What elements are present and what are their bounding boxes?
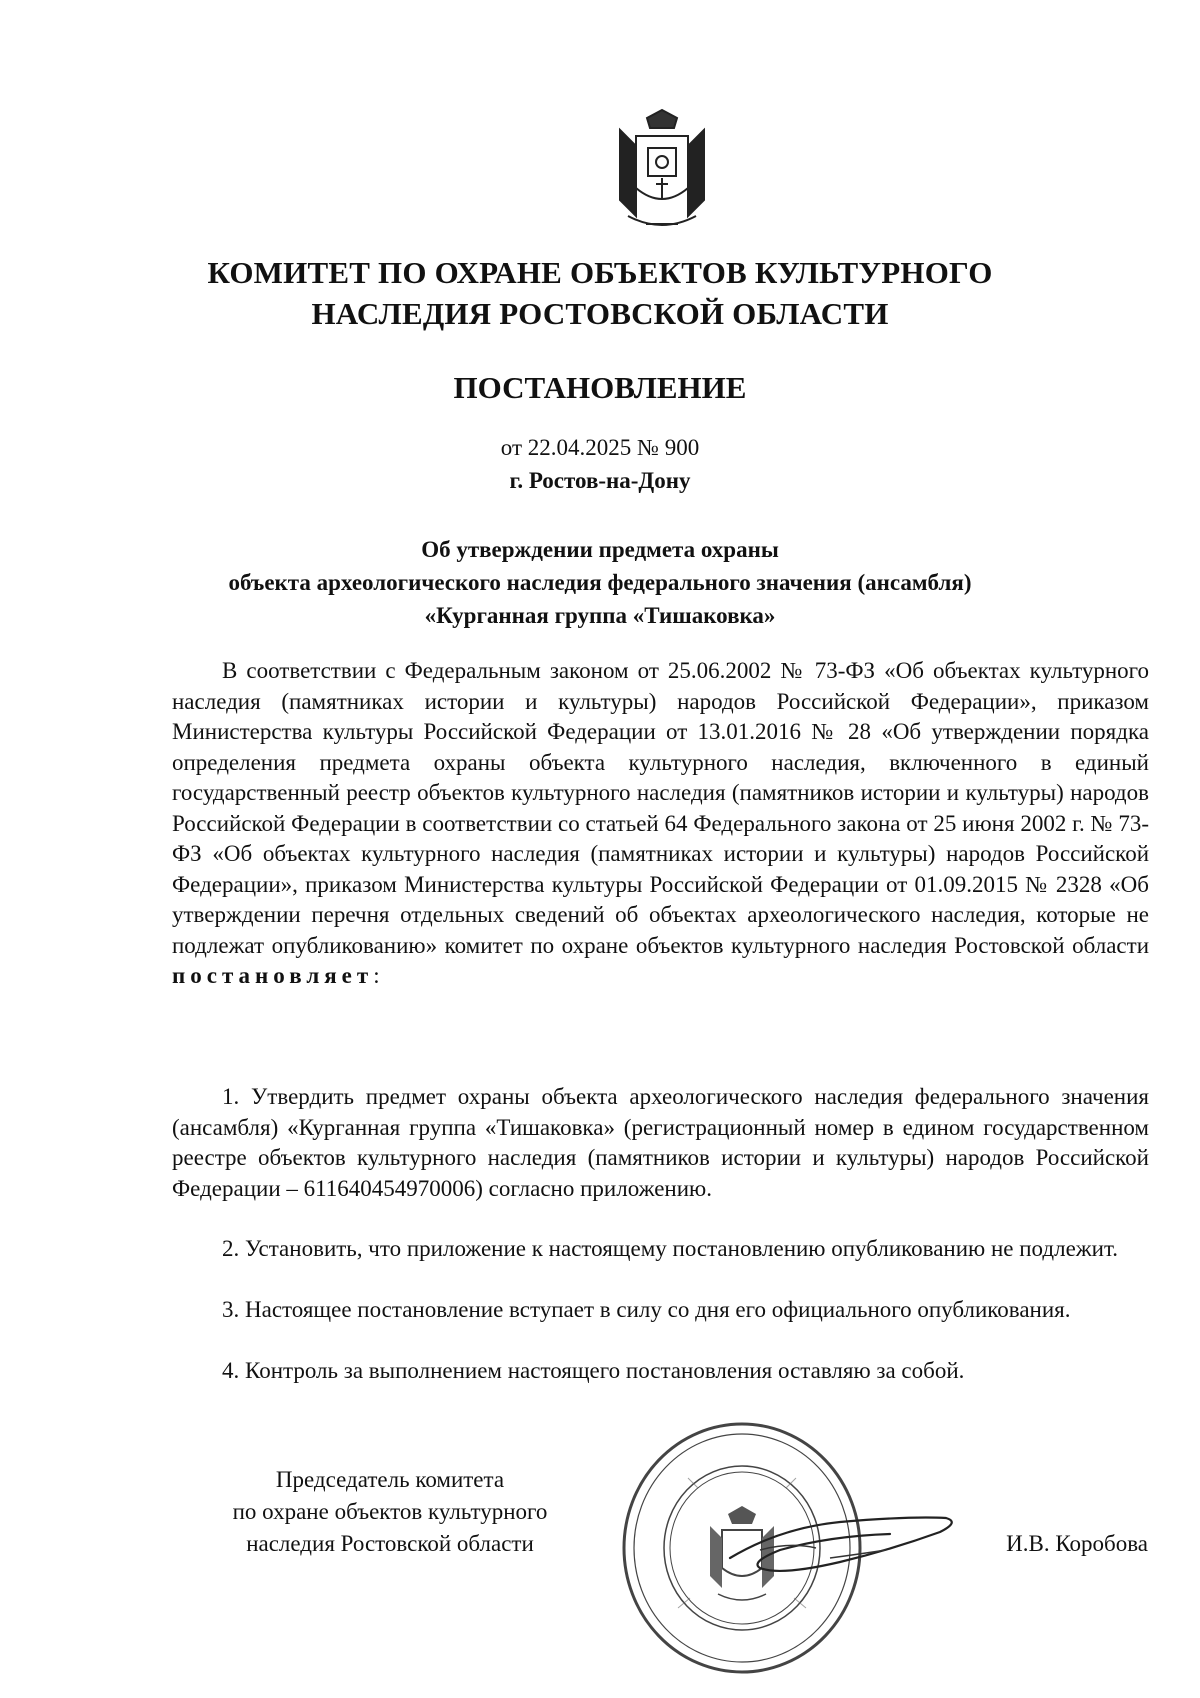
- list-item-2: 2. Установить, что приложение к настоящему постановлению опубликованию не подлежит.: [222, 1236, 1119, 1261]
- list-item-1: 1. Утвердить предмет охраны объекта археологического наследия федерального значения (ансамбля) «Курганная группа «Тишаковка» (регистрационный номер в едином государственном реестре объектов культурного наследия (памятников истории и культуры) народов Российской Федерации – 611640454970006) согласно приложению.: [172, 1084, 1149, 1201]
- signatory-line-3: наследия Ростовской области: [246, 1531, 534, 1556]
- signatory-line-2: по охране объектов культурного: [232, 1499, 548, 1524]
- subject-heading: [150, 533, 1050, 632]
- signature-icon: [720, 1488, 960, 1598]
- list-item-3: 3. Настоящее постановление вступает в силу со дня его официального опубликования.: [222, 1297, 1071, 1322]
- preamble-text: В соответствии с Федеральным законом от 25.06.2002 № 73-ФЗ «Об объектах культурного наследия (памятниках истории и культуры) народов Российской Федерации», приказом Министерства культуры Российской Федерации от 13.01.2016 № 28 «Об утверждении порядка определения предмета охраны объекта культурного наследия, включенного в единый государственный реестр объектов культурного наследия (памятников истории и культуры) народов Российской Федерации в соответствии со статьей 64 Федерального закона от 25 июня 2002 г. № 73-ФЗ «Об объектах культурного наследия (памятниках истории и культуры) народов Российской Федерации», приказом Министерства культуры Российской Федерации от 01.09.2015 № 2328 «Об утверждении перечня отдельных сведений об объектах археологического наследия, которые не подлежат опубликованию» комитет по охране объектов культурного наследия Ростовской области: [172, 658, 1149, 958]
- date-and-number: от 22.04.2025 № 900: [500, 435, 700, 460]
- org-title-line-1: КОМИТЕТ ПО ОХРАНЕ ОБЪЕКТОВ КУЛЬТУРНОГО: [207, 255, 993, 290]
- signatory-name: И.В. Коробова: [1006, 1531, 1148, 1556]
- organization-title: [0, 252, 1200, 334]
- resolves-colon: :: [373, 963, 380, 988]
- subject-line-2: объекта археологического наследия федерального значения (ансамбля): [228, 570, 972, 595]
- coat-of-arms-icon: [606, 106, 718, 238]
- signatory-position: [170, 1464, 610, 1560]
- subject-line-1: Об утверждении предмета охраны: [421, 537, 779, 562]
- preamble-paragraph: [172, 656, 1149, 992]
- org-title-line-2: НАСЛЕДИЯ РОСТОВСКОЙ ОБЛАСТИ: [311, 296, 889, 331]
- signatory-line-1: Председатель комитета: [275, 1467, 505, 1492]
- document-type: ПОСТАНОВЛЕНИЕ: [453, 370, 747, 405]
- list-item-4: 4. Контроль за выполнением настоящего постановления оставляю за собой.: [222, 1358, 965, 1383]
- city: г. Ростов-на-Дону: [509, 468, 691, 493]
- subject-line-3: «Курганная группа «Тишаковка»: [424, 603, 776, 628]
- resolves-word: постановляет: [172, 963, 374, 988]
